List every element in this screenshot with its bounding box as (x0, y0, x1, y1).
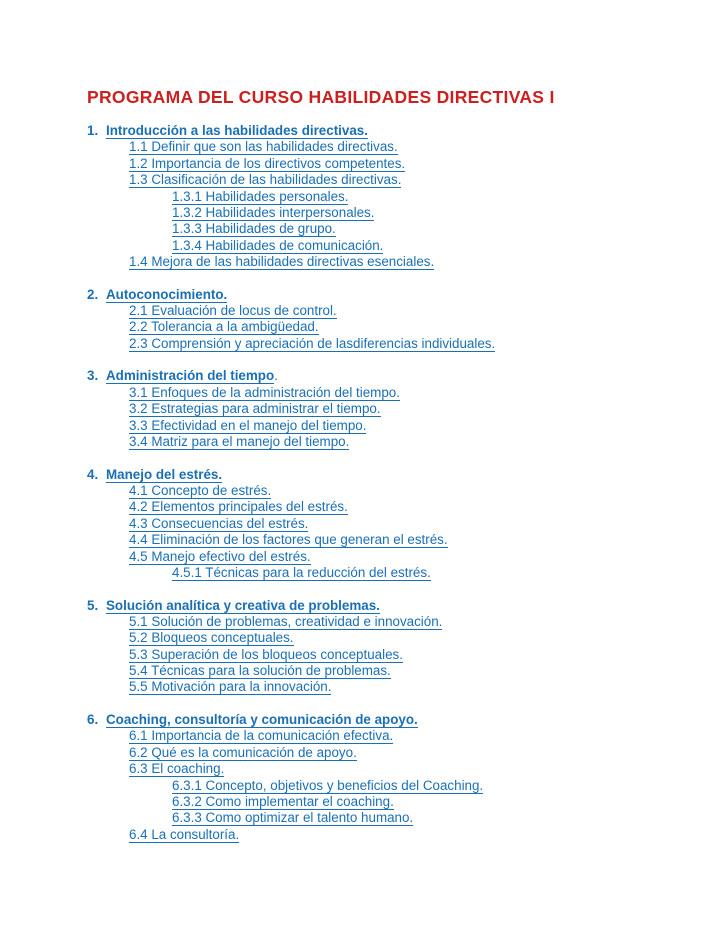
outline-item[interactable] (87, 549, 707, 565)
outline-item-link[interactable]: 5.3 Superación de los bloqueos conceptuales. (129, 646, 403, 662)
outline-item-link[interactable]: 6.3 El coaching. (129, 761, 225, 777)
outline-item[interactable] (87, 172, 707, 188)
outline-item-link[interactable]: 6.3.1 Concepto, objetivos y beneficios del Coaching. (172, 777, 484, 793)
section-number: 4. (87, 466, 99, 482)
outline-item[interactable] (87, 745, 707, 761)
outline-item[interactable] (87, 516, 707, 532)
outline-item[interactable] (87, 401, 707, 417)
outline-item[interactable] (87, 319, 707, 335)
outline-item-link[interactable]: 1.3.3 Habilidades de grupo. (172, 221, 336, 237)
outline-item[interactable] (87, 614, 707, 630)
course-outline (87, 123, 707, 859)
outline-item-link[interactable]: 4.1 Concepto de estrés. (129, 482, 272, 498)
outline-subitem[interactable] (87, 221, 707, 237)
outline-item-link[interactable]: 3.4 Matriz para el manejo del tiempo. (129, 434, 350, 450)
outline-subitem[interactable] (87, 205, 707, 221)
outline-item[interactable] (87, 761, 707, 777)
section-heading[interactable] (87, 287, 707, 303)
outline-subitem[interactable] (87, 778, 707, 794)
outline-section (87, 712, 707, 843)
outline-item-link[interactable]: 2.1 Evaluación de locus de control. (129, 303, 337, 319)
outline-item[interactable] (87, 156, 707, 172)
outline-item-link[interactable]: 3.3 Efectividad en el manejo del tiempo. (129, 417, 367, 433)
outline-item[interactable] (87, 532, 707, 548)
outline-item-link[interactable]: 1.3 Clasificación de las habilidades directivas. (129, 172, 402, 188)
outline-item-link[interactable]: 4.2 Elementos principales del estrés. (129, 499, 348, 515)
section-heading[interactable] (87, 712, 707, 728)
outline-item[interactable] (87, 483, 707, 499)
outline-item-link[interactable]: 4.5.1 Técnicas para la reducción del estrés. (172, 564, 431, 580)
section-heading[interactable] (87, 598, 707, 614)
outline-section (87, 368, 707, 450)
outline-item[interactable] (87, 385, 707, 401)
section-heading-link[interactable]: Coaching, consultoría y comunicación de apoyo. (106, 712, 418, 728)
outline-item-link[interactable]: 6.3.3 Como optimizar el talento humano. (172, 810, 414, 826)
outline-item[interactable] (87, 254, 707, 270)
section-heading-suffix: . (274, 368, 278, 384)
outline-item[interactable] (87, 139, 707, 155)
outline-item-link[interactable]: 2.3 Comprensión y apreciación de lasdiferencias individuales. (129, 335, 496, 351)
outline-item-link[interactable]: 3.1 Enfoques de la administración del tiempo. (129, 384, 400, 400)
section-number: 1. (87, 123, 99, 138)
section-heading-link[interactable]: Manejo del estrés. (106, 466, 223, 482)
outline-item-link[interactable]: 5.1 Solución de problemas, creatividad e innovación. (129, 613, 443, 629)
outline-item-link[interactable]: 5.5 Motivación para la innovación. (129, 679, 332, 695)
section-heading[interactable] (87, 368, 707, 384)
outline-item[interactable] (87, 499, 707, 515)
outline-item[interactable] (87, 434, 707, 450)
outline-item-link[interactable]: 1.4 Mejora de las habilidades directivas esenciales. (129, 254, 435, 270)
outline-item-link[interactable]: 3.2 Estrategias para administrar el tiempo. (129, 401, 381, 417)
outline-item-link[interactable]: 6.4 La consultoría. (129, 826, 240, 842)
outline-item[interactable] (87, 679, 707, 695)
outline-item-link[interactable]: 1.2 Importancia de los directivos competentes. (129, 155, 406, 171)
outline-section (87, 287, 707, 353)
section-heading[interactable] (87, 467, 707, 483)
section-heading-link[interactable]: Administración del tiempo (106, 368, 275, 384)
outline-item-link[interactable]: 5.4 Técnicas para la solución de problemas. (129, 663, 391, 679)
section-heading-link[interactable]: Introducción a las habilidades directivas. (106, 123, 368, 138)
outline-item-link[interactable]: 6.1 Importancia de la comunicación efectiva. (129, 728, 394, 744)
outline-item[interactable] (87, 663, 707, 679)
outline-item-link[interactable]: 5.2 Bloqueos conceptuales. (129, 630, 294, 646)
outline-item-link[interactable]: 4.3 Consecuencias del estrés. (129, 515, 309, 531)
outline-item[interactable] (87, 647, 707, 663)
outline-section (87, 123, 707, 271)
section-number: 2. (87, 286, 99, 302)
outline-item[interactable] (87, 418, 707, 434)
outline-subitem[interactable] (87, 189, 707, 205)
section-heading[interactable] (87, 123, 707, 139)
outline-subitem[interactable] (87, 794, 707, 810)
section-number: 5. (87, 597, 99, 613)
outline-section (87, 467, 707, 582)
outline-section (87, 598, 707, 696)
outline-item-link[interactable]: 2.2 Tolerancia a la ambigüedad. (129, 319, 319, 335)
outline-item-link[interactable]: 6.2 Qué es la comunicación de apoyo. (129, 744, 357, 760)
section-heading-link[interactable]: Solución analítica y creativa de problemas. (106, 597, 380, 613)
outline-item-link[interactable]: 1.3.4 Habilidades de comunicación. (172, 237, 384, 253)
section-heading-link[interactable]: Autoconocimiento. (106, 286, 228, 302)
page-title: PROGRAMA DEL CURSO HABILIDADES DIRECTIVAS I (87, 87, 555, 107)
outline-subitem[interactable] (87, 565, 707, 581)
section-number: 6. (87, 712, 99, 728)
outline-item-link[interactable]: 4.4 Eliminación de los factores que generan el estrés. (129, 532, 448, 548)
outline-item[interactable] (87, 303, 707, 319)
outline-subitem[interactable] (87, 238, 707, 254)
outline-item[interactable] (87, 827, 707, 843)
outline-item[interactable] (87, 728, 707, 744)
outline-item-link[interactable]: 1.3.2 Habilidades interpersonales. (172, 204, 375, 220)
section-number: 3. (87, 368, 99, 384)
outline-item-link[interactable]: 4.5 Manejo efectivo del estrés. (129, 548, 311, 564)
outline-item-link[interactable]: 1.1 Definir que son las habilidades directivas. (129, 139, 398, 155)
outline-item-link[interactable]: 1.3.1 Habilidades personales. (172, 188, 349, 204)
outline-subitem[interactable] (87, 810, 707, 826)
outline-item[interactable] (87, 336, 707, 352)
outline-item[interactable] (87, 630, 707, 646)
outline-item-link[interactable]: 6.3.2 Como implementar el coaching. (172, 794, 394, 809)
